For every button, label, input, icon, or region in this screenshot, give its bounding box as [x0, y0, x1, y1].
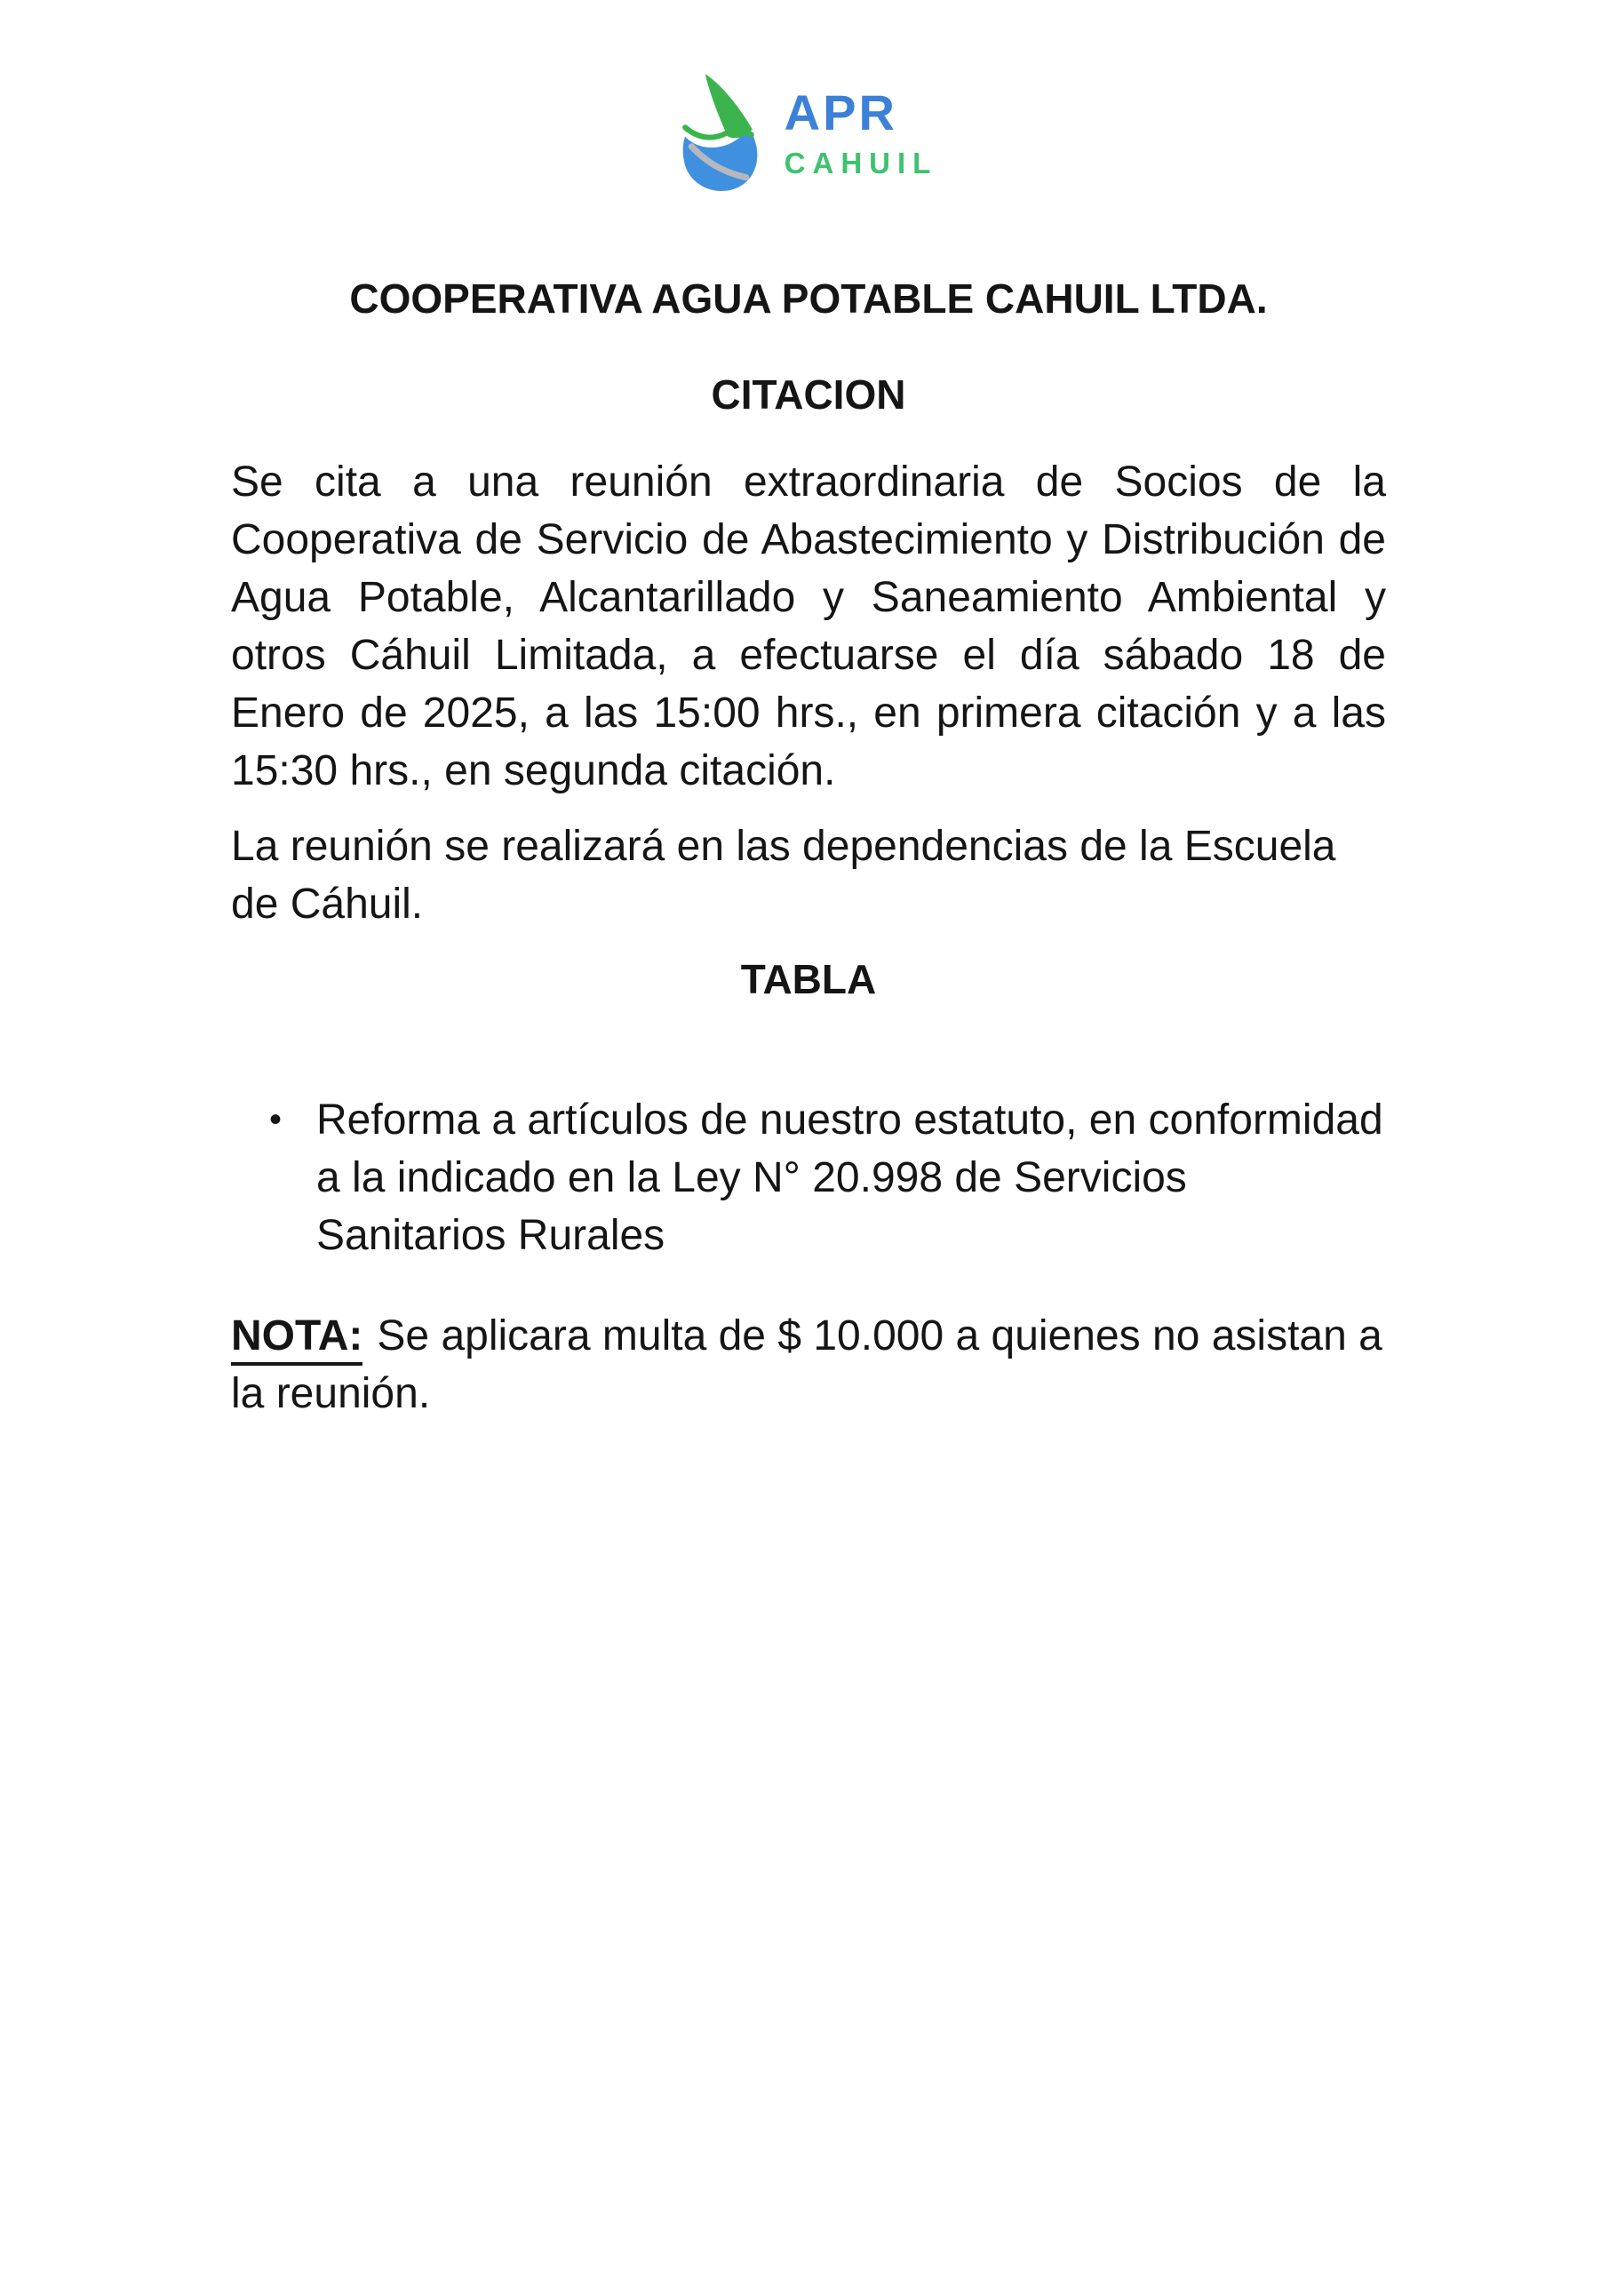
- document-title: COOPERATIVA AGUA POTABLE CAHUIL LTDA.: [349, 275, 1268, 322]
- paragraph-note: [231, 1307, 1386, 1423]
- agenda-list: [231, 1091, 1386, 1264]
- document-subtitle: CITACION: [711, 371, 906, 418]
- note-label: NOTA:: [231, 1312, 362, 1366]
- agenda-item-text: Reforma a artículos de nuestro estatuto, en conformidad a la indicado en la Ley N° 20.998 de Servicios Sanitarios Rurales: [316, 1096, 1383, 1259]
- logo-text-cahuil: CAHUIL: [784, 146, 938, 179]
- logo-text: [784, 84, 938, 179]
- logo: [231, 69, 1386, 195]
- bullet-icon: •: [269, 1100, 283, 1139]
- paragraph-location: La reunión se realizará en las dependencias de la Escuela de Cáhuil.: [231, 823, 1336, 928]
- list-item: [269, 1091, 1386, 1264]
- section-heading-tabla: TABLA: [740, 956, 877, 1002]
- note-text: Se aplicara multa de $ 10.000 a quienes no asistan a la reunión.: [231, 1312, 1382, 1417]
- logo-text-apr: APR: [784, 84, 897, 140]
- paragraph-convocation: Se cita a una reunión extraordinaria de Socios de la Cooperativa de Servicio de Abastecimiento y Distribución de Agua Potable, Alcantarillado y Saneamiento Ambiental y otros Cáhuil Limitada, a efectuarse el día sábado 18 de Enero de 2025, a las 15:00 hrs., en primera citación y a las 15:30 hrs., en segunda citación.: [231, 458, 1386, 794]
- water-drop-icon: [680, 71, 761, 194]
